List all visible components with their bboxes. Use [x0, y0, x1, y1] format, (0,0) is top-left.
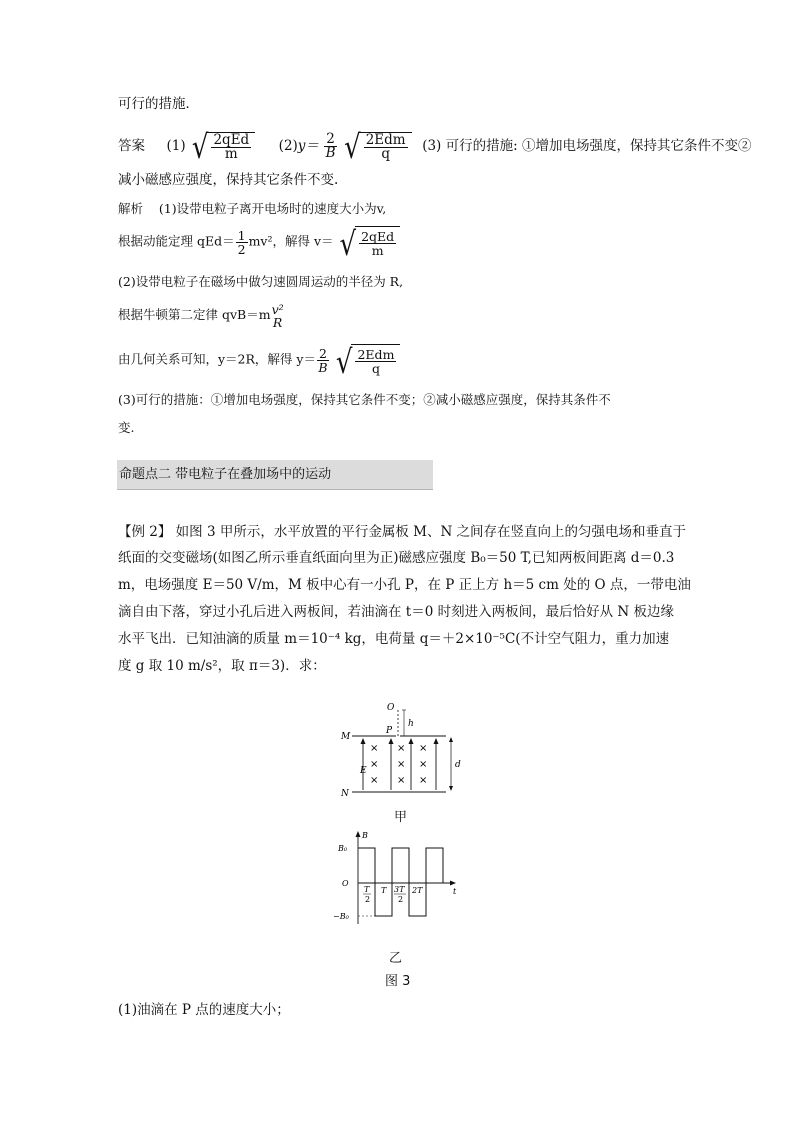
label-d: d: [455, 760, 461, 770]
tick-3T-half-den: 2: [398, 895, 404, 904]
analysis-line-2: [118, 226, 402, 264]
cross-mark: ×: [419, 775, 428, 786]
analysis-line-1: [118, 199, 386, 219]
caption-yi: 乙: [389, 951, 403, 966]
answer-radical-1: √ $\frac{\text{2qEd}}{m}$: [192, 132, 255, 161]
label-h: h: [408, 719, 414, 729]
label-origin: O: [342, 879, 349, 888]
label-M: M: [341, 732, 351, 742]
analysis-line-3: (2)设带电粒子在磁场中做匀速圆周运动的半径为 R,: [118, 274, 404, 289]
v2-over-R: v² R: [271, 301, 284, 330]
analysis-text-5: 由几何关系可知，y＝2R，解得 y＝: [118, 351, 316, 367]
intro-text: 可行的措施．: [118, 96, 199, 112]
answer-fraction: $\frac{2}{B}$: [325, 131, 336, 161]
cross-mark: ×: [419, 743, 428, 754]
answer-part-2: (2): [278, 138, 298, 154]
axis-label-t: t: [453, 887, 457, 896]
analysis-fraction: $\frac{2}{B}$: [318, 345, 328, 375]
analysis-line-4: [118, 300, 285, 330]
label-P: P: [386, 726, 393, 736]
answer-line-1: [118, 129, 752, 167]
cross-mark: ×: [370, 775, 379, 786]
answer-part-1: (1): [166, 138, 186, 154]
answer-y-eq: y＝: [297, 138, 319, 154]
section-banner: 命题点二 带电粒子在叠加场中的运动: [117, 460, 433, 490]
cross-mark: ×: [397, 759, 406, 770]
analysis-text-4: 根据牛顿第二定律 qvB＝m: [118, 307, 271, 322]
example-line-5: 水平飞出．已知油滴的质量 m＝10⁻⁴ kg，电荷量 q＝＋2×10⁻⁵C(不计空气阻力，重力加速: [118, 631, 670, 647]
analysis-line-5: [118, 344, 402, 382]
answer-part-3: (3) 可行的措施: ①增加电场强度，保持其它条件不变②: [422, 138, 752, 154]
example-line-4: 滴自由下落，穿过小孔后进入两板间，若油滴在 t＝0 时刻进入两板间，最后恰好从 N 板边缘: [118, 604, 674, 620]
analysis-label: 解析: [118, 201, 144, 216]
label-neg-B0: −B₀: [333, 912, 349, 921]
axis-label-B: B: [362, 831, 368, 840]
answer-label: 答案: [118, 138, 145, 154]
analysis-text-2b: mv²，解得 v＝: [248, 233, 334, 249]
cross-mark: ×: [370, 743, 379, 754]
cross-mark: ×: [370, 759, 379, 770]
label-B0: B₀: [338, 844, 348, 853]
analysis-text-1: (1)设带电粒子离开电场时的速度大小为v,: [158, 201, 387, 216]
cross-mark: ×: [419, 759, 428, 770]
label-N: N: [341, 789, 349, 799]
answer-line-2: 减小磁感应强度，保持其它条件不变.: [118, 172, 339, 188]
tick-3T-half-num: 3T: [394, 885, 405, 894]
tick-T-half-den: 2: [365, 895, 371, 904]
figure-caption: 图 3: [385, 974, 411, 989]
cross-mark: ×: [397, 775, 406, 786]
example-line-6: 度 g 取 10 m/s²，取 π＝3)．求：: [118, 658, 326, 674]
analysis-line-7: 变.: [118, 420, 135, 435]
figure-jia-plates: [330, 700, 470, 812]
analysis-text-2a: 根据动能定理 qEd＝: [118, 233, 235, 249]
example-line-1: 【例 2】 如图 3 甲所示，水平放置的平行金属板 M、N 之间存在竖直向上的匀强电场和垂直于: [118, 524, 687, 540]
example-line-3: m，电场强度 E＝50 V/m，M 板中心有一小孔 P，在 P 正上方 h＝5 cm 处的 O 点，一带电油: [118, 577, 691, 593]
example-line-2: 纸面的交变磁场(如图乙所示垂直纸面向里为正)磁感应强度 B₀＝50 T,已知两板间距离 d＝0.3: [118, 550, 675, 566]
tick-T: T: [381, 886, 387, 895]
analysis-line-6: (3)可行的措施：①增加电场强度，保持其它条件不变；②减小磁感应强度，保持其条件不: [118, 392, 611, 407]
figure-yi-graph: [330, 828, 470, 928]
analysis-radical-v: √ $\frac{\text{2qEd}}{m}$: [340, 226, 401, 258]
label-O: O: [387, 703, 395, 713]
tick-2T: 2T: [412, 886, 423, 895]
analysis-radical-y: √ $\frac{\text{2Edm}}{q}$: [336, 344, 401, 376]
tick-T-half-num: T: [364, 885, 370, 894]
answer-radical-2: √ $\frac{\text{2Edm}}{q}$: [344, 132, 411, 161]
caption-jia: 甲: [394, 810, 408, 825]
label-E: E: [360, 766, 367, 776]
cross-mark: ×: [397, 743, 406, 754]
half-fraction: $\frac{1}{2}$: [237, 227, 246, 257]
question-1: (1)油滴在 P 点的速度大小；: [118, 1002, 290, 1018]
